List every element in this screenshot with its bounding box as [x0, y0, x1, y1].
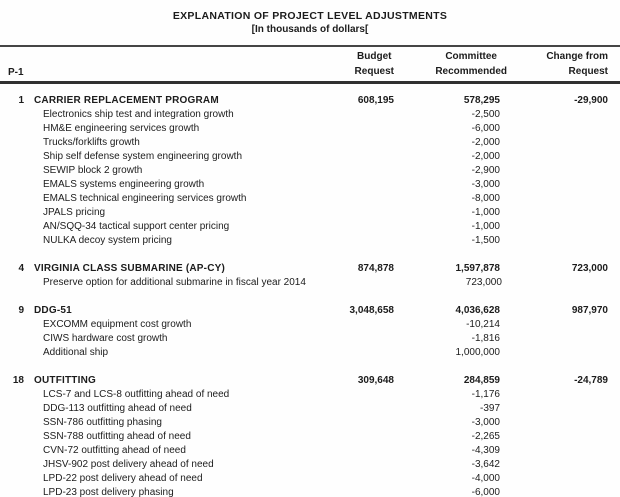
page-title: EXPLANATION OF PROJECT LEVEL ADJUSTMENTS — [172, 10, 448, 22]
table-body — [0, 84, 620, 497]
budget-request-value — [304, 150, 394, 164]
committee-recommended-value: -3,000 — [471, 417, 500, 428]
adjustment-label: JPALS pricing — [43, 207, 106, 218]
change-from-request-value: -29,900 — [574, 95, 608, 106]
committee-recommended-value: -397 — [479, 403, 500, 414]
adjustment-row — [8, 234, 608, 248]
p1-number: 9 — [18, 305, 24, 316]
p1-number — [8, 346, 24, 360]
committee-recommended-value: 578,295 — [463, 95, 500, 106]
budget-request-value — [304, 206, 394, 220]
change-from-request-value — [500, 402, 608, 416]
program-row — [8, 94, 608, 108]
p1-number — [8, 402, 24, 416]
p1-number — [8, 108, 24, 122]
adjustment-row — [8, 346, 608, 360]
program-section-9 — [8, 304, 608, 360]
committee-recommended-value: 284,859 — [463, 375, 500, 386]
budget-request-value: 874,878 — [357, 263, 394, 274]
budget-request-value — [304, 318, 394, 332]
p1-number — [8, 136, 24, 150]
change-from-request-value — [500, 332, 608, 346]
committee-recommended-value: -2,265 — [471, 431, 500, 442]
p1-number — [8, 430, 24, 444]
p1-number — [8, 332, 24, 346]
adjustment-label: SEWIP block 2 growth — [43, 165, 143, 176]
change-from-request-value — [500, 318, 608, 332]
budget-request-value — [304, 444, 394, 458]
budget-request-value — [304, 332, 394, 346]
adjustment-label: LCS-7 and LCS-8 outfitting ahead of need — [43, 389, 230, 400]
change-from-request-value — [500, 444, 608, 458]
change-from-request-value: 987,970 — [571, 305, 608, 316]
change-from-request-value — [500, 220, 608, 234]
committee-recommended-value: 1,597,878 — [455, 263, 500, 274]
p1-number — [8, 276, 24, 290]
column-header-budget-request — [304, 49, 394, 79]
adjustment-row — [8, 206, 608, 220]
budget-request-value — [304, 416, 394, 430]
change-from-request-value — [500, 178, 608, 192]
budget-request-value — [304, 402, 394, 416]
committee-header-line1: Committee — [445, 51, 497, 62]
adjustment-label: SSN-788 outfitting ahead of need — [43, 431, 191, 442]
p1-number — [8, 178, 24, 192]
budget-header-line1: Budget — [357, 51, 392, 62]
budget-request-value: 309,648 — [357, 375, 394, 386]
change-from-request-value — [500, 416, 608, 430]
change-header-line2: Request — [568, 66, 608, 77]
change-from-request-value — [500, 122, 608, 136]
committee-header-line2: Recommended — [435, 66, 507, 77]
p1-number — [8, 458, 24, 472]
program-name: CARRIER REPLACEMENT PROGRAM — [34, 95, 219, 106]
adjustment-label: Preserve option for additional submarine in fiscal year 2014 — [43, 277, 306, 288]
p1-number — [8, 122, 24, 136]
committee-recommended-value: -1,816 — [471, 333, 500, 344]
program-name: VIRGINIA CLASS SUBMARINE (AP-CY) — [34, 263, 226, 274]
change-from-request-value: 723,000 — [571, 263, 608, 274]
adjustment-row — [8, 458, 608, 472]
column-header-change-from-request — [500, 49, 608, 79]
adjustment-label: CVN-72 outfitting ahead of need — [43, 445, 186, 456]
adjustment-label: HM&E engineering services growth — [43, 123, 200, 134]
committee-recommended-value: -1,176 — [471, 389, 500, 400]
budget-request-value — [304, 192, 394, 206]
p1-number: 4 — [18, 263, 24, 274]
budget-request-value — [304, 346, 394, 360]
adjustment-row — [8, 430, 608, 444]
committee-recommended-value: -3,642 — [471, 459, 500, 470]
column-header-committee-recommended — [394, 49, 507, 79]
committee-recommended-value: -1,000 — [471, 221, 500, 232]
p1-number — [8, 234, 24, 248]
adjustment-row — [8, 220, 608, 234]
p1-number — [8, 206, 24, 220]
change-from-request-value — [500, 388, 608, 402]
change-header-line1: Change from — [546, 51, 608, 62]
p1-number — [8, 388, 24, 402]
adjustment-label: EMALS systems engineering growth — [43, 179, 205, 190]
committee-recommended-value: 4,036,628 — [455, 305, 500, 316]
committee-recommended-value: -1,000 — [471, 207, 500, 218]
title-block — [0, 0, 620, 37]
adjustment-row — [8, 388, 608, 402]
budget-request-value — [304, 164, 394, 178]
program-row — [8, 374, 608, 388]
p1-number — [8, 416, 24, 430]
p1-number — [8, 472, 24, 486]
adjustment-row — [8, 164, 608, 178]
p1-number: 1 — [18, 95, 24, 106]
adjustment-row — [8, 402, 608, 416]
committee-recommended-value: -4,000 — [471, 473, 500, 484]
change-from-request-value — [500, 206, 608, 220]
program-section-4 — [8, 262, 608, 290]
adjustment-label: AN/SQQ-34 tactical support center pricing — [43, 221, 230, 232]
budget-request-value — [304, 472, 394, 486]
adjustment-row — [8, 318, 608, 332]
committee-recommended-value: -8,000 — [471, 193, 500, 204]
budget-request-value — [304, 178, 394, 192]
budget-request-value — [304, 430, 394, 444]
adjustment-row — [8, 108, 608, 122]
change-from-request-value — [500, 150, 608, 164]
committee-recommended-value: 1,000,000 — [455, 347, 500, 358]
program-row — [8, 262, 608, 276]
adjustment-label: Additional ship — [43, 347, 109, 358]
adjustment-label: DDG-113 outfitting ahead of need — [43, 403, 192, 414]
p1-number — [8, 486, 24, 497]
change-from-request-value — [500, 346, 608, 360]
budget-request-value: 3,048,658 — [349, 305, 394, 316]
program-section-1 — [8, 94, 608, 248]
adjustment-label: Ship self defense system engineering growth — [43, 151, 243, 162]
adjustment-label: SSN-786 outfitting phasing — [43, 417, 162, 428]
change-from-request-value: -24,789 — [574, 375, 608, 386]
adjustment-label: LPD-23 post delivery phasing — [43, 487, 174, 497]
p1-number — [8, 220, 24, 234]
adjustment-label: Electronics ship test and integration growth — [43, 109, 234, 120]
change-from-request-value — [500, 472, 608, 486]
committee-recommended-value: -2,000 — [471, 151, 500, 162]
committee-recommended-value: -4,309 — [471, 445, 500, 456]
change-from-request-value — [500, 192, 608, 206]
adjustment-row — [8, 276, 608, 290]
change-from-request-value — [502, 276, 610, 290]
budget-request-value — [304, 388, 394, 402]
p1-number — [8, 192, 24, 206]
adjustment-label: CIWS hardware cost growth — [43, 333, 168, 344]
column-header-p1: P-1 — [8, 67, 24, 78]
budget-request-value — [304, 234, 394, 248]
program-row — [8, 304, 608, 318]
page-subtitle: [In thousands of dollars[ — [251, 24, 369, 35]
committee-recommended-value: -1,500 — [471, 235, 500, 246]
p1-number: 18 — [12, 375, 24, 386]
p1-number — [8, 164, 24, 178]
budget-request-value — [304, 136, 394, 150]
change-from-request-value — [500, 486, 608, 497]
committee-recommended-value: -6,000 — [471, 123, 500, 134]
change-from-request-value — [500, 234, 608, 248]
p1-number — [8, 318, 24, 332]
adjustment-row — [8, 472, 608, 486]
change-from-request-value — [500, 430, 608, 444]
program-name: OUTFITTING — [34, 375, 96, 386]
budget-header-line2: Request — [354, 66, 394, 77]
adjustment-label: LPD-22 post delivery ahead of need — [43, 473, 203, 484]
change-from-request-value — [500, 164, 608, 178]
adjustment-row — [8, 192, 608, 206]
committee-recommended-value: 723,000 — [465, 277, 502, 288]
committee-recommended-value: -2,000 — [471, 137, 500, 148]
adjustment-row — [8, 150, 608, 164]
change-from-request-value — [500, 458, 608, 472]
adjustment-row — [8, 136, 608, 150]
committee-recommended-value: -10,214 — [466, 319, 500, 330]
adjustment-row — [8, 416, 608, 430]
table-header — [0, 45, 620, 84]
budget-request-value — [306, 276, 396, 290]
budget-request-value — [304, 108, 394, 122]
budget-request-value — [304, 122, 394, 136]
p1-number — [8, 150, 24, 164]
adjustment-label: JHSV-902 post delivery ahead of need — [43, 459, 214, 470]
adjustment-row — [8, 122, 608, 136]
change-from-request-value — [500, 136, 608, 150]
committee-recommended-value: -3,000 — [471, 179, 500, 190]
committee-recommended-value: -2,500 — [471, 109, 500, 120]
committee-recommended-value: -2,900 — [471, 165, 500, 176]
adjustment-row — [8, 444, 608, 458]
budget-request-value — [304, 458, 394, 472]
program-section-18 — [8, 374, 608, 497]
adjustment-label: NULKA decoy system pricing — [43, 235, 172, 246]
adjustment-row — [8, 332, 608, 346]
adjustment-label: EXCOMM equipment cost growth — [43, 319, 192, 330]
budget-request-value — [304, 486, 394, 497]
program-name: DDG-51 — [34, 305, 72, 316]
adjustment-row — [8, 178, 608, 192]
change-from-request-value — [500, 108, 608, 122]
budget-request-value — [304, 220, 394, 234]
adjustment-label: EMALS technical engineering services growth — [43, 193, 247, 204]
p1-number — [8, 444, 24, 458]
committee-recommended-value: -6,000 — [471, 487, 500, 497]
adjustment-label: Trucks/forklifts growth — [43, 137, 140, 148]
adjustment-row — [8, 486, 608, 497]
budget-request-value: 608,195 — [357, 95, 394, 106]
